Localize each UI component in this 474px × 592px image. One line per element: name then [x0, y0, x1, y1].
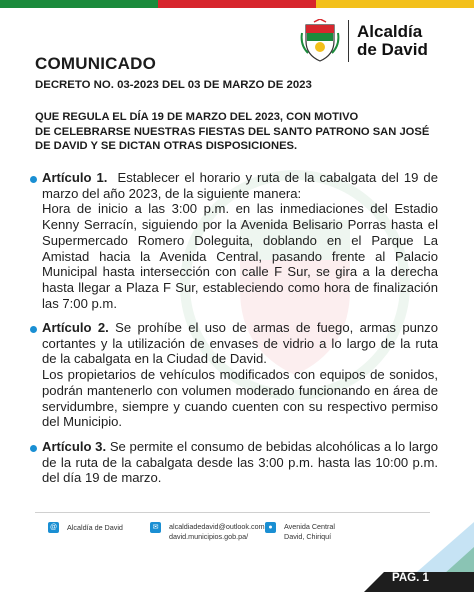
footer-address-line-2: David, Chiriquí: [284, 532, 332, 541]
intro-line-3: DE DAVID Y SE DICTAN OTRAS DISPOSICIONES.: [35, 140, 298, 152]
municipal-seal-icon: [300, 19, 340, 63]
article-1-label: Artículo 1.: [42, 170, 108, 185]
decree-intro: [35, 110, 455, 154]
top-bar-yellow: [316, 0, 474, 8]
corner-decoration: [264, 502, 474, 592]
article-1-lead: Establecer el horario y ruta de la cabalgata del 19 de marzo del año 2023, de la siguiente manera:: [42, 170, 439, 201]
article-1-body: Hora de inicio a las 3:00 p.m. en las inmediaciones del Estadio Kenny Serracín, siguiendo por la Avenida Belisario Porras hasta el Supermercado Romero Doleguita, doblando en el Parque La Amistad hacia la Avenida Central, pasando frente al Palacio Municipal hasta intersección con calle F Sur, se gira a la derecha hasta llegar a Plaza F Sur, estableciendo como hora de finalización las 7:00 p.m.: [42, 201, 438, 311]
header-logo: [300, 14, 428, 68]
footer-email: [150, 522, 265, 542]
brand-name: [357, 23, 428, 59]
article-3-label: Artículo 3.: [42, 439, 107, 454]
article-2-label: Artículo 2.: [42, 320, 109, 335]
logo-divider: [348, 20, 349, 62]
brand-line-2: de David: [357, 40, 428, 59]
article-2-body: Los propietarios de vehículos modificados con equipos de sonidos, podrán mantenerlo con volumen moderado funcionando en área de servidumbre, siempre y cuando cuenten con su respectivo permiso del Municipio.: [42, 367, 438, 430]
intro-line-1: QUE REGULA EL DÍA 19 DE MARZO DEL 2023, CON MOTIVO: [35, 111, 359, 123]
footer-social: [48, 522, 123, 533]
article-3: [42, 439, 438, 486]
at-icon: @: [49, 524, 58, 531]
article-2-lead: Se prohíbe el uso de armas de fuego, armas punzo cortantes y la utilización de envases de vidrio a lo largo de la ruta de la cabalgata en la Ciudad de David.: [42, 320, 438, 367]
footer-website-text[interactable]: david.municipios.gob.pa/: [169, 532, 249, 541]
top-color-bar: [0, 0, 474, 8]
footer-email-text[interactable]: alcaldiadedavid@outlook.com: [169, 522, 265, 531]
article-1-bullet: [30, 176, 37, 183]
article-1: [42, 170, 438, 311]
document-title: COMUNICADO: [35, 54, 156, 73]
location-pin-icon: ●: [265, 522, 276, 533]
footer-social-text: Alcaldía de David: [67, 523, 123, 532]
decree-number: DECRETO NO. 03-2023 DEL 03 DE MARZO DE 2023: [35, 79, 312, 91]
top-bar-red: [158, 0, 316, 8]
top-bar-green: [0, 0, 158, 8]
mail-icon: ✉: [150, 522, 161, 533]
article-2: [42, 320, 438, 430]
intro-line-2: DE CELEBRARSE NUESTRAS FIESTAS DEL SANTO PATRONO SAN JOSÉ: [35, 125, 430, 138]
article-3-lead: Se permite el consumo de bebidas alcohólicas a lo largo de la ruta de la cabalgata desde las 3:00 p.m. hasta las 10:00 p.m. del día 19 de marzo.: [42, 439, 439, 486]
article-2-bullet: [30, 326, 37, 333]
footer-address-line-1: Avenida Central: [284, 522, 336, 531]
brand-line-1: Alcaldía: [357, 22, 423, 41]
article-3-bullet: [30, 445, 37, 452]
page-number: PAG. 1: [392, 572, 429, 584]
